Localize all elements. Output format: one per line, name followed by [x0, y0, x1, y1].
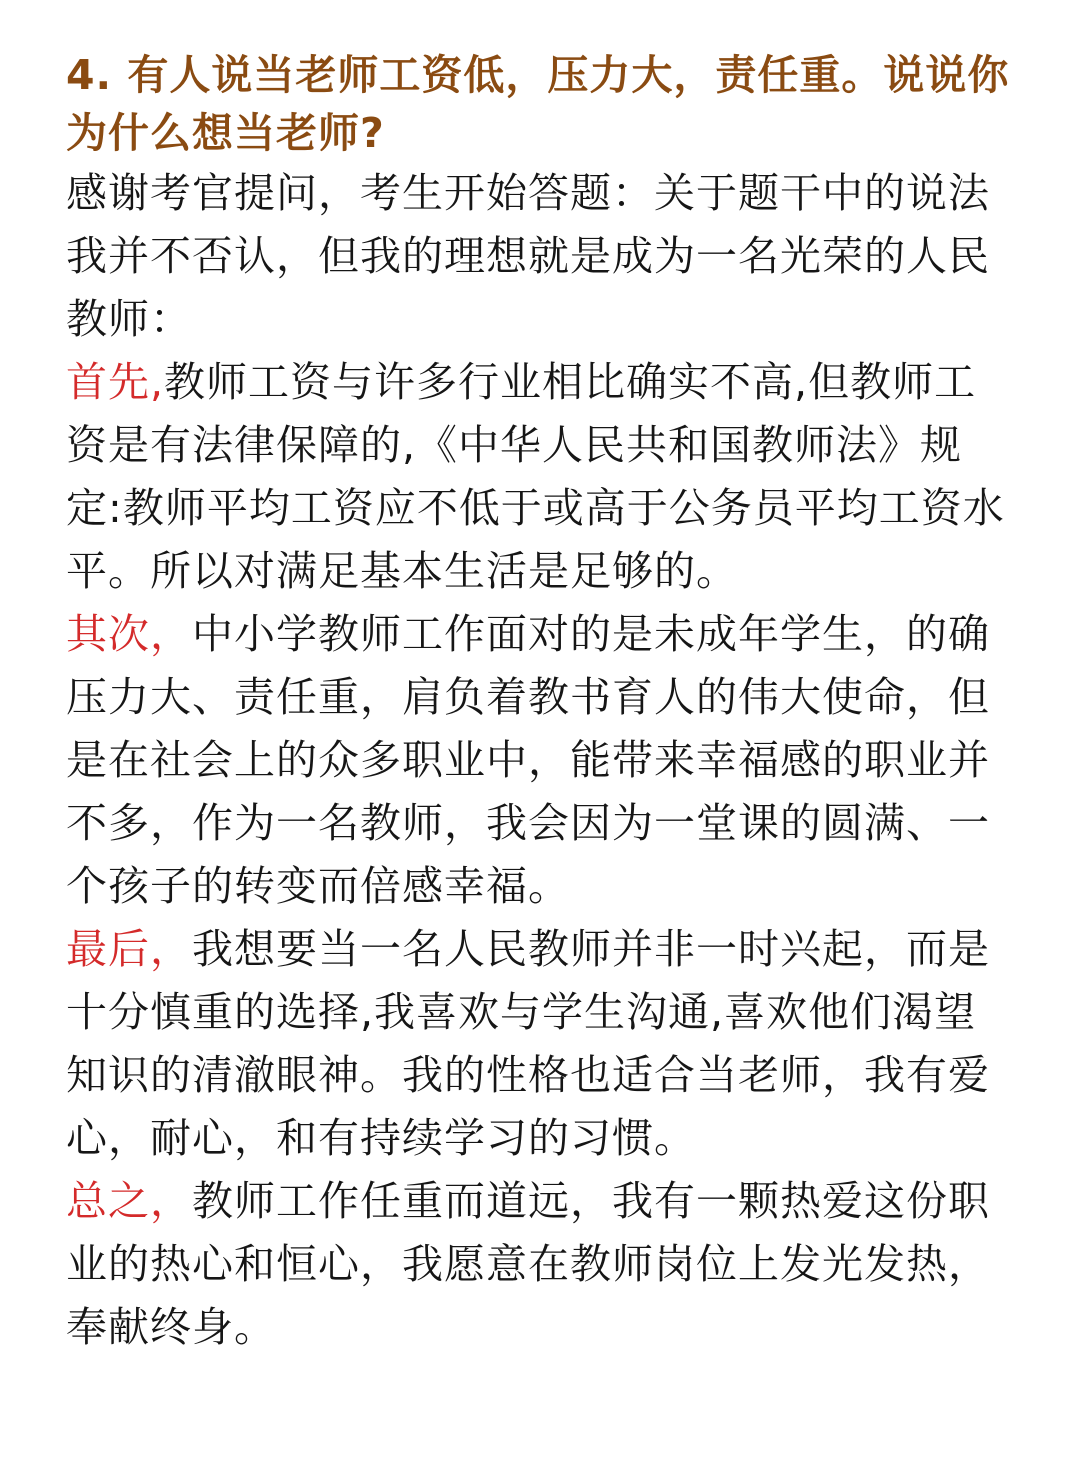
point-text: 教师工作任重而道远，我有一颗热爱这份职业的热心和恒心，我愿意在教师岗位上发光发热，奉献终身。 — [66, 1177, 990, 1351]
point-lead: 首先, — [66, 358, 165, 406]
point-lead: 其次， — [66, 610, 192, 658]
point-third — [66, 918, 1016, 1170]
question-heading: 4. 有人说当老师工资低，压力大，责任重。说说你为什么想当老师? — [66, 51, 1010, 157]
intro-paragraph: 感谢考官提问，考生开始答题：关于题干中的说法我并不否认，但我的理想就是成为一名光荣的人民教师： — [66, 169, 990, 343]
point-conclusion — [66, 1170, 1016, 1359]
point-text: 教师工资与许多行业相比确实不高,但教师工资是有法律保障的,《中华人民共和国教师法》规定:教师平均工资应不低于或高于公务员平均工资水平。所以对满足基本生活是足够的。 — [66, 358, 1005, 595]
point-first — [66, 351, 1016, 603]
point-second — [66, 603, 1016, 918]
point-lead: 总之， — [66, 1177, 192, 1225]
point-lead: 最后， — [66, 925, 192, 973]
point-text: 我想要当一名人民教师并非一时兴起，而是十分慎重的选择,我喜欢与学生沟通,喜欢他们渴望知识的清澈眼神。我的性格也适合当老师，我有爱心，耐心，和有持续学习的习惯。 — [66, 925, 990, 1162]
point-text: 中小学教师工作面对的是未成年学生，的确压力大、责任重，肩负着教书育人的伟大使命，但是在社会上的众多职业中，能带来幸福感的职业并不多，作为一名教师，我会因为一堂课的圆满、一个孩子的转变而倍感幸福。 — [66, 610, 990, 910]
